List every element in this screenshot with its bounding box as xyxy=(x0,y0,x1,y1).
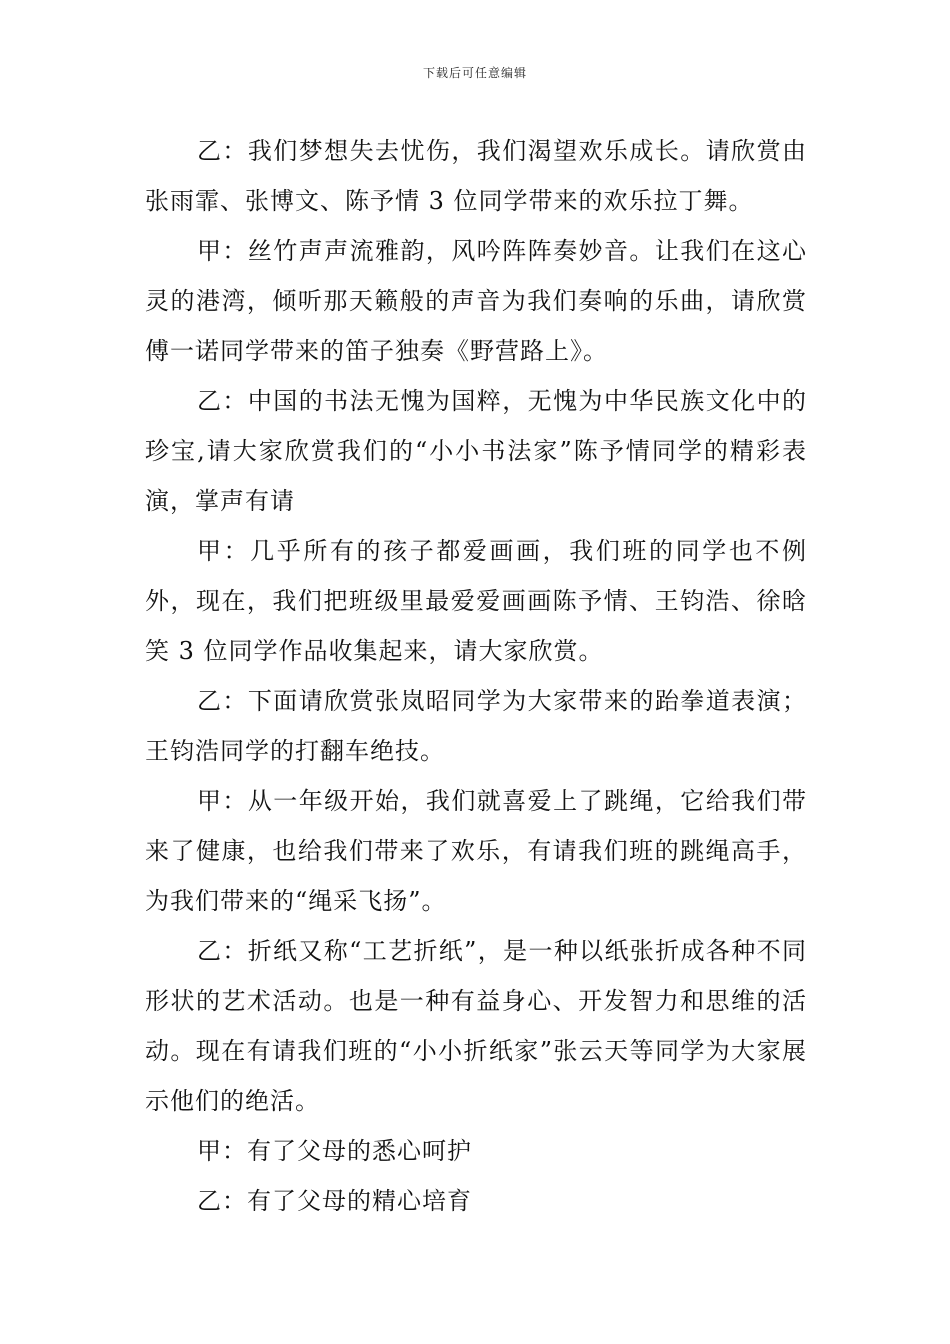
paragraph: 甲：从一年级开始，我们就喜爱上了跳绳，它给我们带来了健康，也给我们带来了欢乐，有请我们班的跳绳高手，为我们带来的“绳采飞扬”。 xyxy=(145,787,807,915)
page-header: 下载后可任意编辑 xyxy=(422,66,527,80)
paragraph: 甲：有了父母的悉心呵护 xyxy=(197,1137,472,1165)
paragraph: 乙：下面请欣赏张岚昭同学为大家带来的跆拳道表演；王钧浩同学的打翻车绝技。 xyxy=(145,687,807,765)
paragraph: 乙：中国的书法无愧为国粹，无愧为中华民族文化中的珍宝,请大家欣赏我们的“小小书法家”陈予情同学的精彩表演，掌声有请 xyxy=(145,387,807,515)
document-body xyxy=(145,126,807,1226)
paragraph: 甲：丝竹声声流雅韵，风吟阵阵奏妙音。让我们在这心灵的港湾，倾听那天籁般的声音为我们奏响的乐曲，请欣赏傅一诺同学带来的笛子独奏《野营路上》。 xyxy=(145,237,807,365)
paragraph: 乙：我们梦想失去忧伤，我们渴望欢乐成长。请欣赏由张雨霏、张博文、陈予情 3 位同学带来的欢乐拉丁舞。 xyxy=(145,137,807,215)
paragraph: 乙：有了父母的精心培育 xyxy=(197,1187,472,1215)
paragraph: 乙：折纸又称“工艺折纸”，是一种以纸张折成各种不同形状的艺术活动。也是一种有益身心、开发智力和思维的活动。现在有请我们班的“小小折纸家”张云天等同学为大家展示他们的绝活。 xyxy=(145,937,807,1115)
paragraph: 甲：几乎所有的孩子都爱画画，我们班的同学也不例外，现在，我们把班级里最爱爱画画陈予情、王钧浩、徐晗笑 3 位同学作品收集起来，请大家欣赏。 xyxy=(145,537,807,665)
